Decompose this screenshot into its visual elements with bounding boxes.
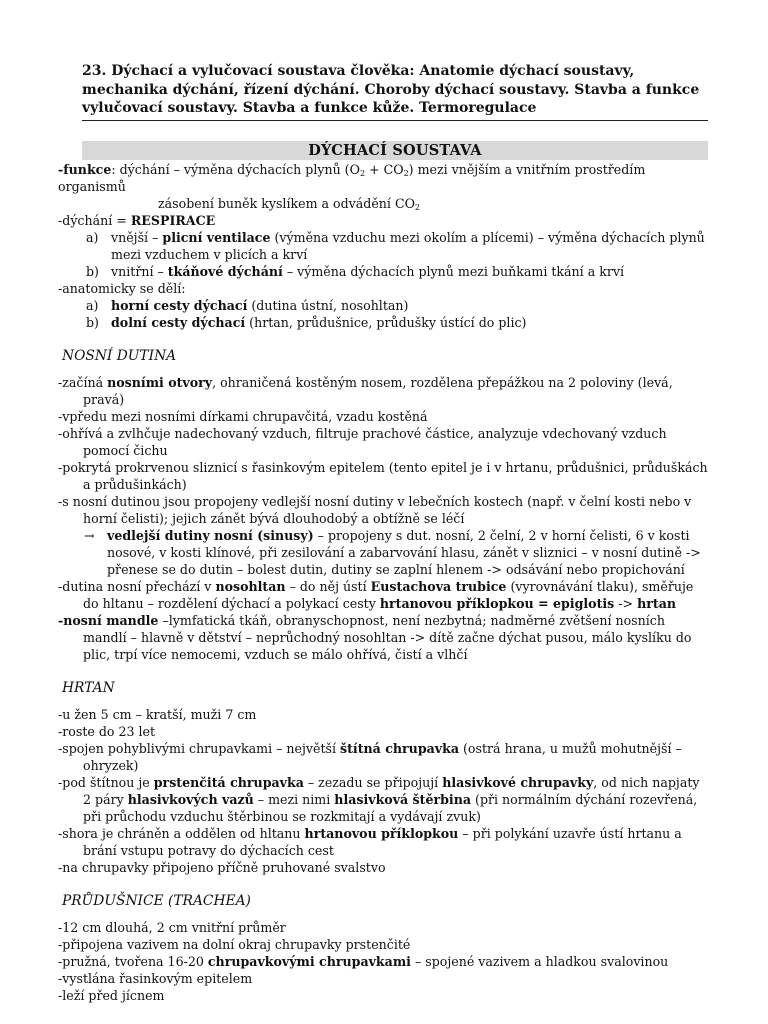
dychani-line: -dýchání = RESPIRACE [58,212,216,228]
document-title: 23. Dýchací a vylučovací soustava člověka: Anatomie dýchací soustavy, mechanika dýchání, řízení dýchání. Choroby dýchací soustavy. Stavba a funkce vylučovací soustavy. Stavba a funkce kůže. Termoregulace [82,62,708,121]
text-line: -shora je chráněn a oddělen od hltanu hrtanovou příklopkou – při polykání uzavře ústí hrtanu a brání vstupu potravy do dýchacích cest [58,825,682,858]
arrow-icon: → [84,527,95,543]
arrow-item: → vedlejší dutiny nosní (sinusy) – propojeny s dut. nosní, 2 čelní, 2 v horní čelisti, 6 v kosti nosové, v kosti klínové, při zesilování a zabarvování hlasu, zánět v sliznici – v nosní dutině -> přenese se do dutin – bolest dutin, dutiny se zaplní hlenem -> odsávání nebo propichování [84,527,701,577]
section-heading-hrtan: HRTAN [62,679,115,696]
text-line: -ohřívá a zvlhčuje nadechovaný vzduch, filtruje prachové částice, analyzuje vdechovaný vzduch pomocí čichu [58,425,667,458]
section-heading-nosni-dutina: NOSNÍ DUTINA [62,347,177,364]
text-line: -vystlána řasinkovým epitelem [58,970,253,986]
list-item: a) vnější – plicní ventilace (výměna vzduchu mezi okolím a plícemi) – výměna dýchacích plynů mezi vzduchem v plicích a krví [86,229,705,262]
document-page [58,62,708,1004]
text-line: -roste do 23 let [58,723,156,739]
text-line: -pokrytá prokrvenou sliznicí s řasinkovým epitelem (tento epitel je i v hrtanu, průdušnici, průduškách a průdušinkách) [58,459,708,492]
text-line: -vpředu mezi nosními dírkami chrupavčitá, vzadu kostěná [58,408,428,424]
section-banner: DÝCHACÍ SOUSTAVA [82,141,708,160]
funkce-line: -funkce: dýchání – výměna dýchacích plynů $(O_2 + CO_2)$ mezi vnějším a vnitřním prostředím organismů [58,161,646,194]
funkce-line-2: zásobení buněk kyslíkem a odvádění $CO_2$ [158,195,420,212]
text-line: -s nosní dutinou jsou propojeny vedlejší nosní dutiny v lebečních kostech (např. v čelní kosti nebo v horní čelisti); jejich zánět bývá dlouhodobý a obtížně se léčí [58,493,692,526]
list-item: b) dolní cesty dýchací (hrtan, průdušnice, průdušky ústící do plic) [86,314,527,330]
text-line: -začíná nosními otvory, ohraničená kostěným nosem, rozdělena přepážkou na 2 poloviny (levá, pravá) [58,374,673,407]
section-heading-trachea: PRŮDUŠNICE (TRACHEA) [62,892,251,909]
text-line: -spojen pohyblivými chrupavkami – největší štítná chrupavka (ostrá hrana, u mužů mohutnější – ohryzek) [58,740,682,773]
text-line: -12 cm dlouhá, 2 cm vnitřní průměr [58,919,286,935]
text-line: -pružná, tvořena 16-20 chrupavkovými chrupavkami – spojené vazivem a hladkou svalovinou [58,953,669,969]
anatomicky-line: -anatomicky se dělí: [58,280,186,296]
list-item: b) vnitřní – tkáňové dýchání – výměna dýchacích plynů mezi buňkami tkání a krví [86,263,624,279]
text-line: -dutina nosní přechází v nosohltan – do něj ústí Eustachova trubice (vyrovnávání tlaku), směřuje do hltanu – rozdělení dýchací a polykací cesty hrtanovou příklopkou = epiglotis -> hrtan [58,578,694,611]
text-line: -nosní mandle –lymfatická tkáň, obranyschopnost, není nezbytná; nadměrné zvětšení nosních mandlí – hlavně v dětství – neprůchodný nosohltan -> dítě začne dýchat pusou, málo kyslíku do plic, trpí více nemocemi, vzduch se málo ohřívá, čistí a vlhčí [58,612,692,662]
text-line: -u žen 5 cm – kratší, muži 7 cm [58,706,257,722]
list-item: a) horní cesty dýchací (dutina ústní, nosohltan) [86,297,409,313]
text-line: -připojena vazivem na dolní okraj chrupavky prstenčité [58,936,411,952]
text-line: -leží před jícnem [58,987,165,1003]
text-line: -na chrupavky připojeno příčně pruhované svalstvo [58,859,386,875]
text-line: -pod štítnou je prstenčitá chrupavka – zezadu se připojují hlasivkové chrupavky, od nich napjaty 2 páry hlasivkových vazů – mezi nimi hlasivková štěrbina (při normálním dýchání rozevřená, při průchodu vzduchu štěrbinou se rozkmitají a vydávají zvuk) [58,774,700,824]
